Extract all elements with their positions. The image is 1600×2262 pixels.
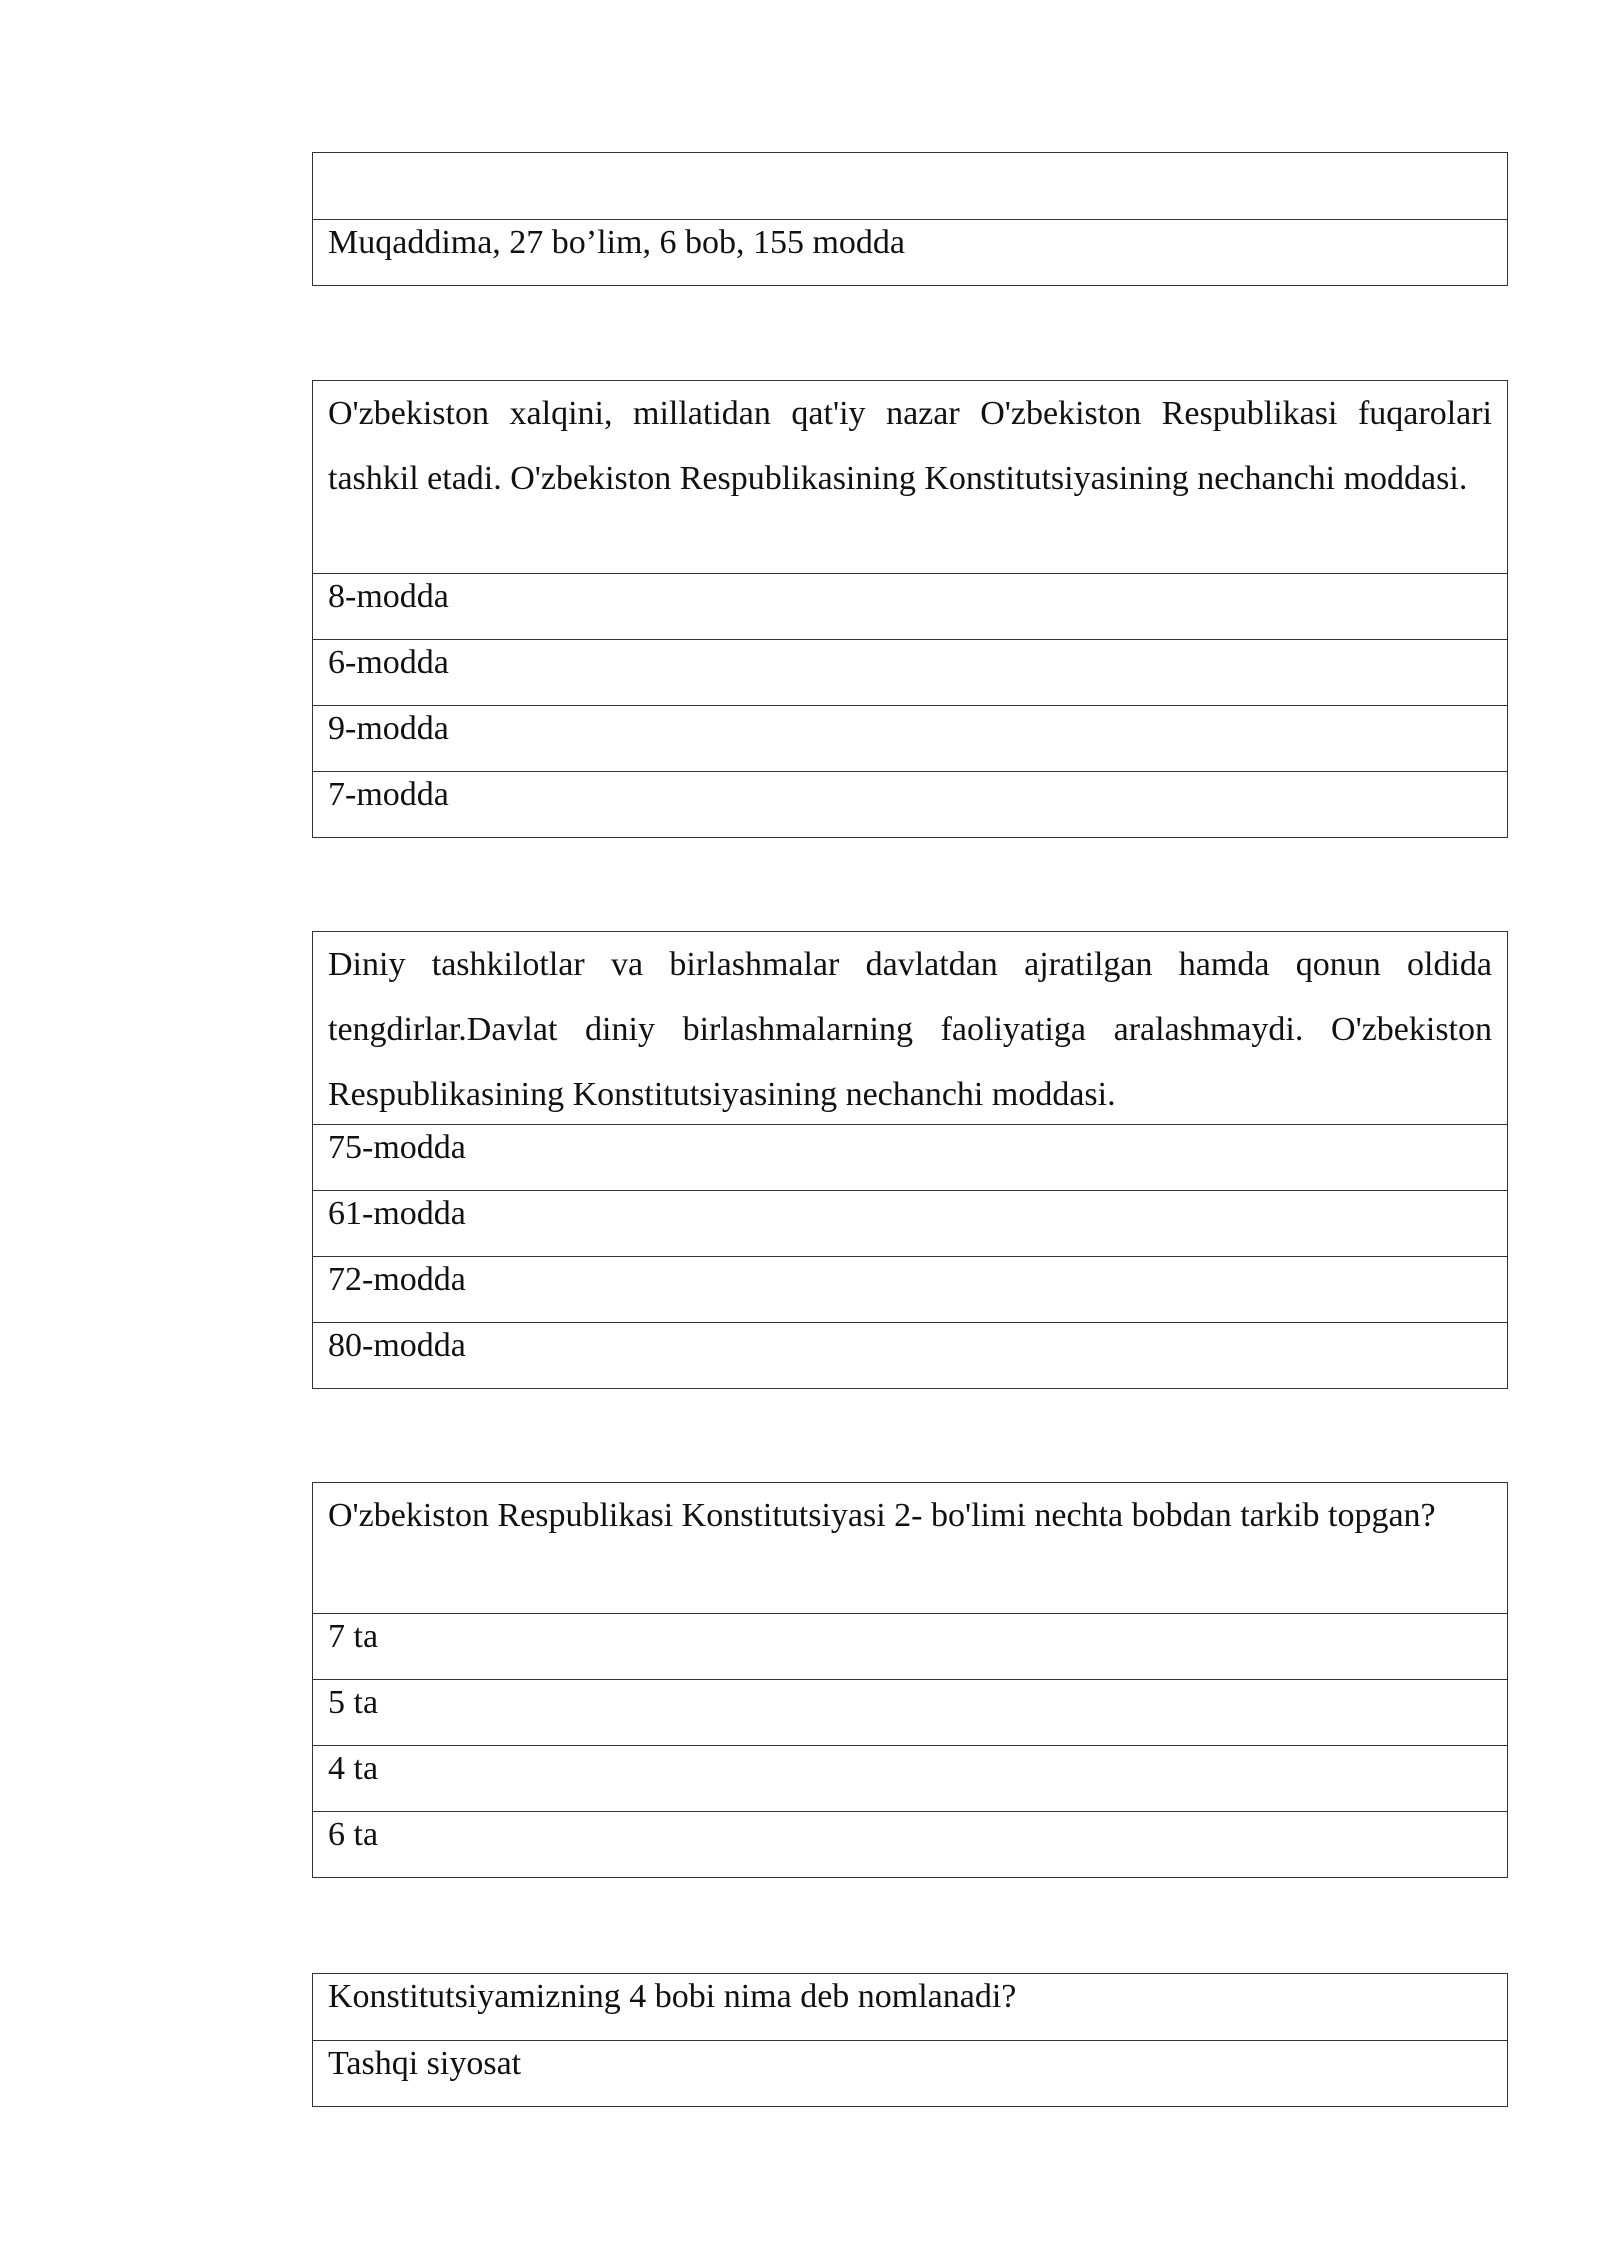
question-table-2 [312, 380, 1508, 838]
answer-option: 5 ta [313, 1679, 1507, 1745]
answer-option: 6 ta [313, 1811, 1507, 1877]
answer-option: 7-modda [313, 771, 1507, 837]
answer-option: 6-modda [313, 639, 1507, 705]
question-text: Diniy tashkilotlar va birlashmalar davlatdan ajratilgan hamda qonun oldida tengdirlar.Davlat diniy birlashmalarning faoliyatiga aralashmaydi. O'zbekiston Respublikasining Konstitutsiyasining nechanchi moddasi. [328, 946, 1492, 1113]
question-text [313, 153, 1507, 219]
answer-option: 80-modda [313, 1322, 1507, 1388]
question-text: Konstitutsiyamizning 4 bobi nima deb nomlanadi? [328, 1978, 1017, 2015]
answer-option: 61-modda [313, 1190, 1507, 1256]
answer-option: 9-modda [313, 705, 1507, 771]
answer-option: Muqaddima, 27 bo’lim, 6 bob, 155 modda [313, 219, 1507, 285]
question-text: O'zbekiston xalqini, millatidan qat'iy nazar O'zbekiston Respublikasi fuqarolari tashkil etadi. O'zbekiston Respublikasining Konstitutsiyasining nechanchi moddasi. [328, 395, 1492, 497]
question-text: O'zbekiston Respublikasi Konstitutsiyasi 2- bo'limi nechta bobdan tarkib topgan? [328, 1497, 1436, 1534]
answer-option: 72-modda [313, 1256, 1507, 1322]
answer-option: 8-modda [313, 573, 1507, 639]
question-table-4 [312, 1482, 1508, 1878]
answer-option: Tashqi siyosat [313, 2040, 1507, 2106]
answer-option: 75-modda [313, 1124, 1507, 1190]
answer-option: 4 ta [313, 1745, 1507, 1811]
answer-option: 7 ta [313, 1613, 1507, 1679]
question-table-1 [312, 152, 1508, 286]
question-table-3 [312, 931, 1508, 1389]
question-table-5 [312, 1973, 1508, 2107]
